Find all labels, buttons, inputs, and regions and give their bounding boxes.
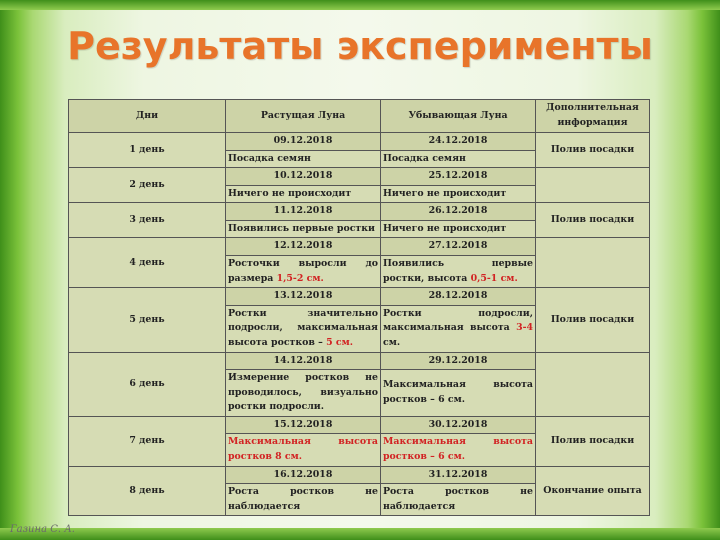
growing-note-cell [226, 305, 381, 352]
table-row [69, 133, 650, 151]
growing-note-cell [226, 370, 381, 417]
growing-note-cell [226, 256, 381, 288]
waning-note-cell [381, 484, 536, 516]
table-row [69, 203, 650, 221]
waning-note-cell [381, 434, 536, 466]
waning-note-cell [381, 150, 536, 168]
growing-note-cell [226, 150, 381, 168]
extra-info-cell [536, 238, 650, 288]
table-row [69, 238, 650, 256]
waning-date-cell: 25.12.2018 [381, 168, 536, 186]
extra-info-cell: Окончание опыта [536, 466, 650, 516]
growing-date-cell: 10.12.2018 [226, 168, 381, 186]
growing-date-cell: 16.12.2018 [226, 466, 381, 484]
table-row [69, 288, 650, 306]
waning-note-cell [381, 185, 536, 203]
grow-text-part: 5 см. [326, 336, 354, 348]
header-days: Дни [69, 100, 226, 133]
table-row [69, 466, 650, 484]
wane-text-part: Посадка семян [383, 152, 466, 164]
header-growing-moon: Растущая Луна [226, 100, 381, 133]
table-body [69, 133, 650, 516]
extra-info-cell: Полив посадки [536, 133, 650, 168]
extra-info-cell: Полив посадки [536, 203, 650, 238]
growing-date-cell: 13.12.2018 [226, 288, 381, 306]
grow-text-part: Появились первые ростки [228, 222, 375, 234]
day-cell: 7 день [69, 416, 226, 466]
grow-text-part: Ничего не происходит [228, 187, 352, 199]
table-row [69, 416, 650, 434]
growing-date-cell: 12.12.2018 [226, 238, 381, 256]
wane-text-part: 3-4 [516, 322, 533, 334]
waning-date-cell: 26.12.2018 [381, 203, 536, 221]
grow-text-part: Ростки значительно подросли, максимальная высота ростков – [228, 307, 378, 348]
waning-note-cell [381, 256, 536, 288]
day-cell: 3 день [69, 203, 226, 238]
growing-note-cell [226, 434, 381, 466]
day-cell: 5 день [69, 288, 226, 352]
header-waning-moon: Убывающая Луна [381, 100, 536, 133]
day-cell: 6 день [69, 352, 226, 416]
waning-date-cell: 27.12.2018 [381, 238, 536, 256]
wane-text-part: 0,5-1 см. [470, 272, 518, 284]
grow-text-part: Посадка семян [228, 152, 311, 164]
extra-info-cell: Полив посадки [536, 288, 650, 352]
day-cell: 4 день [69, 238, 226, 288]
results-table [68, 99, 650, 516]
growing-note-cell [226, 185, 381, 203]
grow-text-part: 1,5-2 см. [276, 272, 324, 284]
grow-text-part: Измерение ростков не проводилось, визуально ростки подросли. [228, 372, 378, 413]
waning-date-cell: 28.12.2018 [381, 288, 536, 306]
author-signature: Газина С. А. [10, 524, 75, 535]
waning-note-cell [381, 220, 536, 238]
grow-text-part: Росточки выросли до размера [228, 258, 378, 284]
page-title: Результаты эксперименты [67, 24, 653, 68]
growing-date-cell: 14.12.2018 [226, 352, 381, 370]
table-header-row [69, 100, 650, 133]
growing-date-cell: 15.12.2018 [226, 416, 381, 434]
wane-text-part: Ростки подросли, максимальная высота [383, 307, 533, 334]
top-border [0, 0, 720, 10]
growing-note-cell [226, 220, 381, 238]
day-cell: 1 день [69, 133, 226, 168]
waning-date-cell: 31.12.2018 [381, 466, 536, 484]
wane-text-part: Роста ростков не наблюдается [383, 486, 533, 512]
extra-info-cell [536, 168, 650, 203]
wane-text-part: Ничего не происходит [383, 187, 507, 199]
day-cell: 8 день [69, 466, 226, 516]
extra-info-cell [536, 352, 650, 416]
waning-date-cell: 30.12.2018 [381, 416, 536, 434]
bottom-border [0, 528, 720, 540]
extra-info-cell: Полив посадки [536, 416, 650, 466]
growing-date-cell: 09.12.2018 [226, 133, 381, 151]
wane-text-part: Максимальная высота ростков – 6 см. [383, 436, 533, 462]
waning-date-cell: 24.12.2018 [381, 133, 536, 151]
wane-text-part: Появились первые ростки, высота [383, 258, 533, 284]
wane-text-part: см. [383, 336, 401, 348]
table-row [69, 352, 650, 370]
wane-text-part: Ничего не происходит [383, 222, 507, 234]
waning-note-cell [381, 305, 536, 352]
grow-text-part: Роста ростков не наблюдается [228, 486, 378, 512]
table-row [69, 168, 650, 186]
growing-date-cell: 11.12.2018 [226, 203, 381, 221]
grow-text-part: Максимальная высота ростков 8 см. [228, 436, 378, 462]
wane-text-part: Максимальная высота ростков – 6 см. [383, 379, 533, 405]
header-extra-info: Дополнительная информация [536, 100, 650, 133]
growing-note-cell [226, 484, 381, 516]
waning-date-cell: 29.12.2018 [381, 352, 536, 370]
waning-note-cell [381, 370, 536, 417]
day-cell: 2 день [69, 168, 226, 203]
